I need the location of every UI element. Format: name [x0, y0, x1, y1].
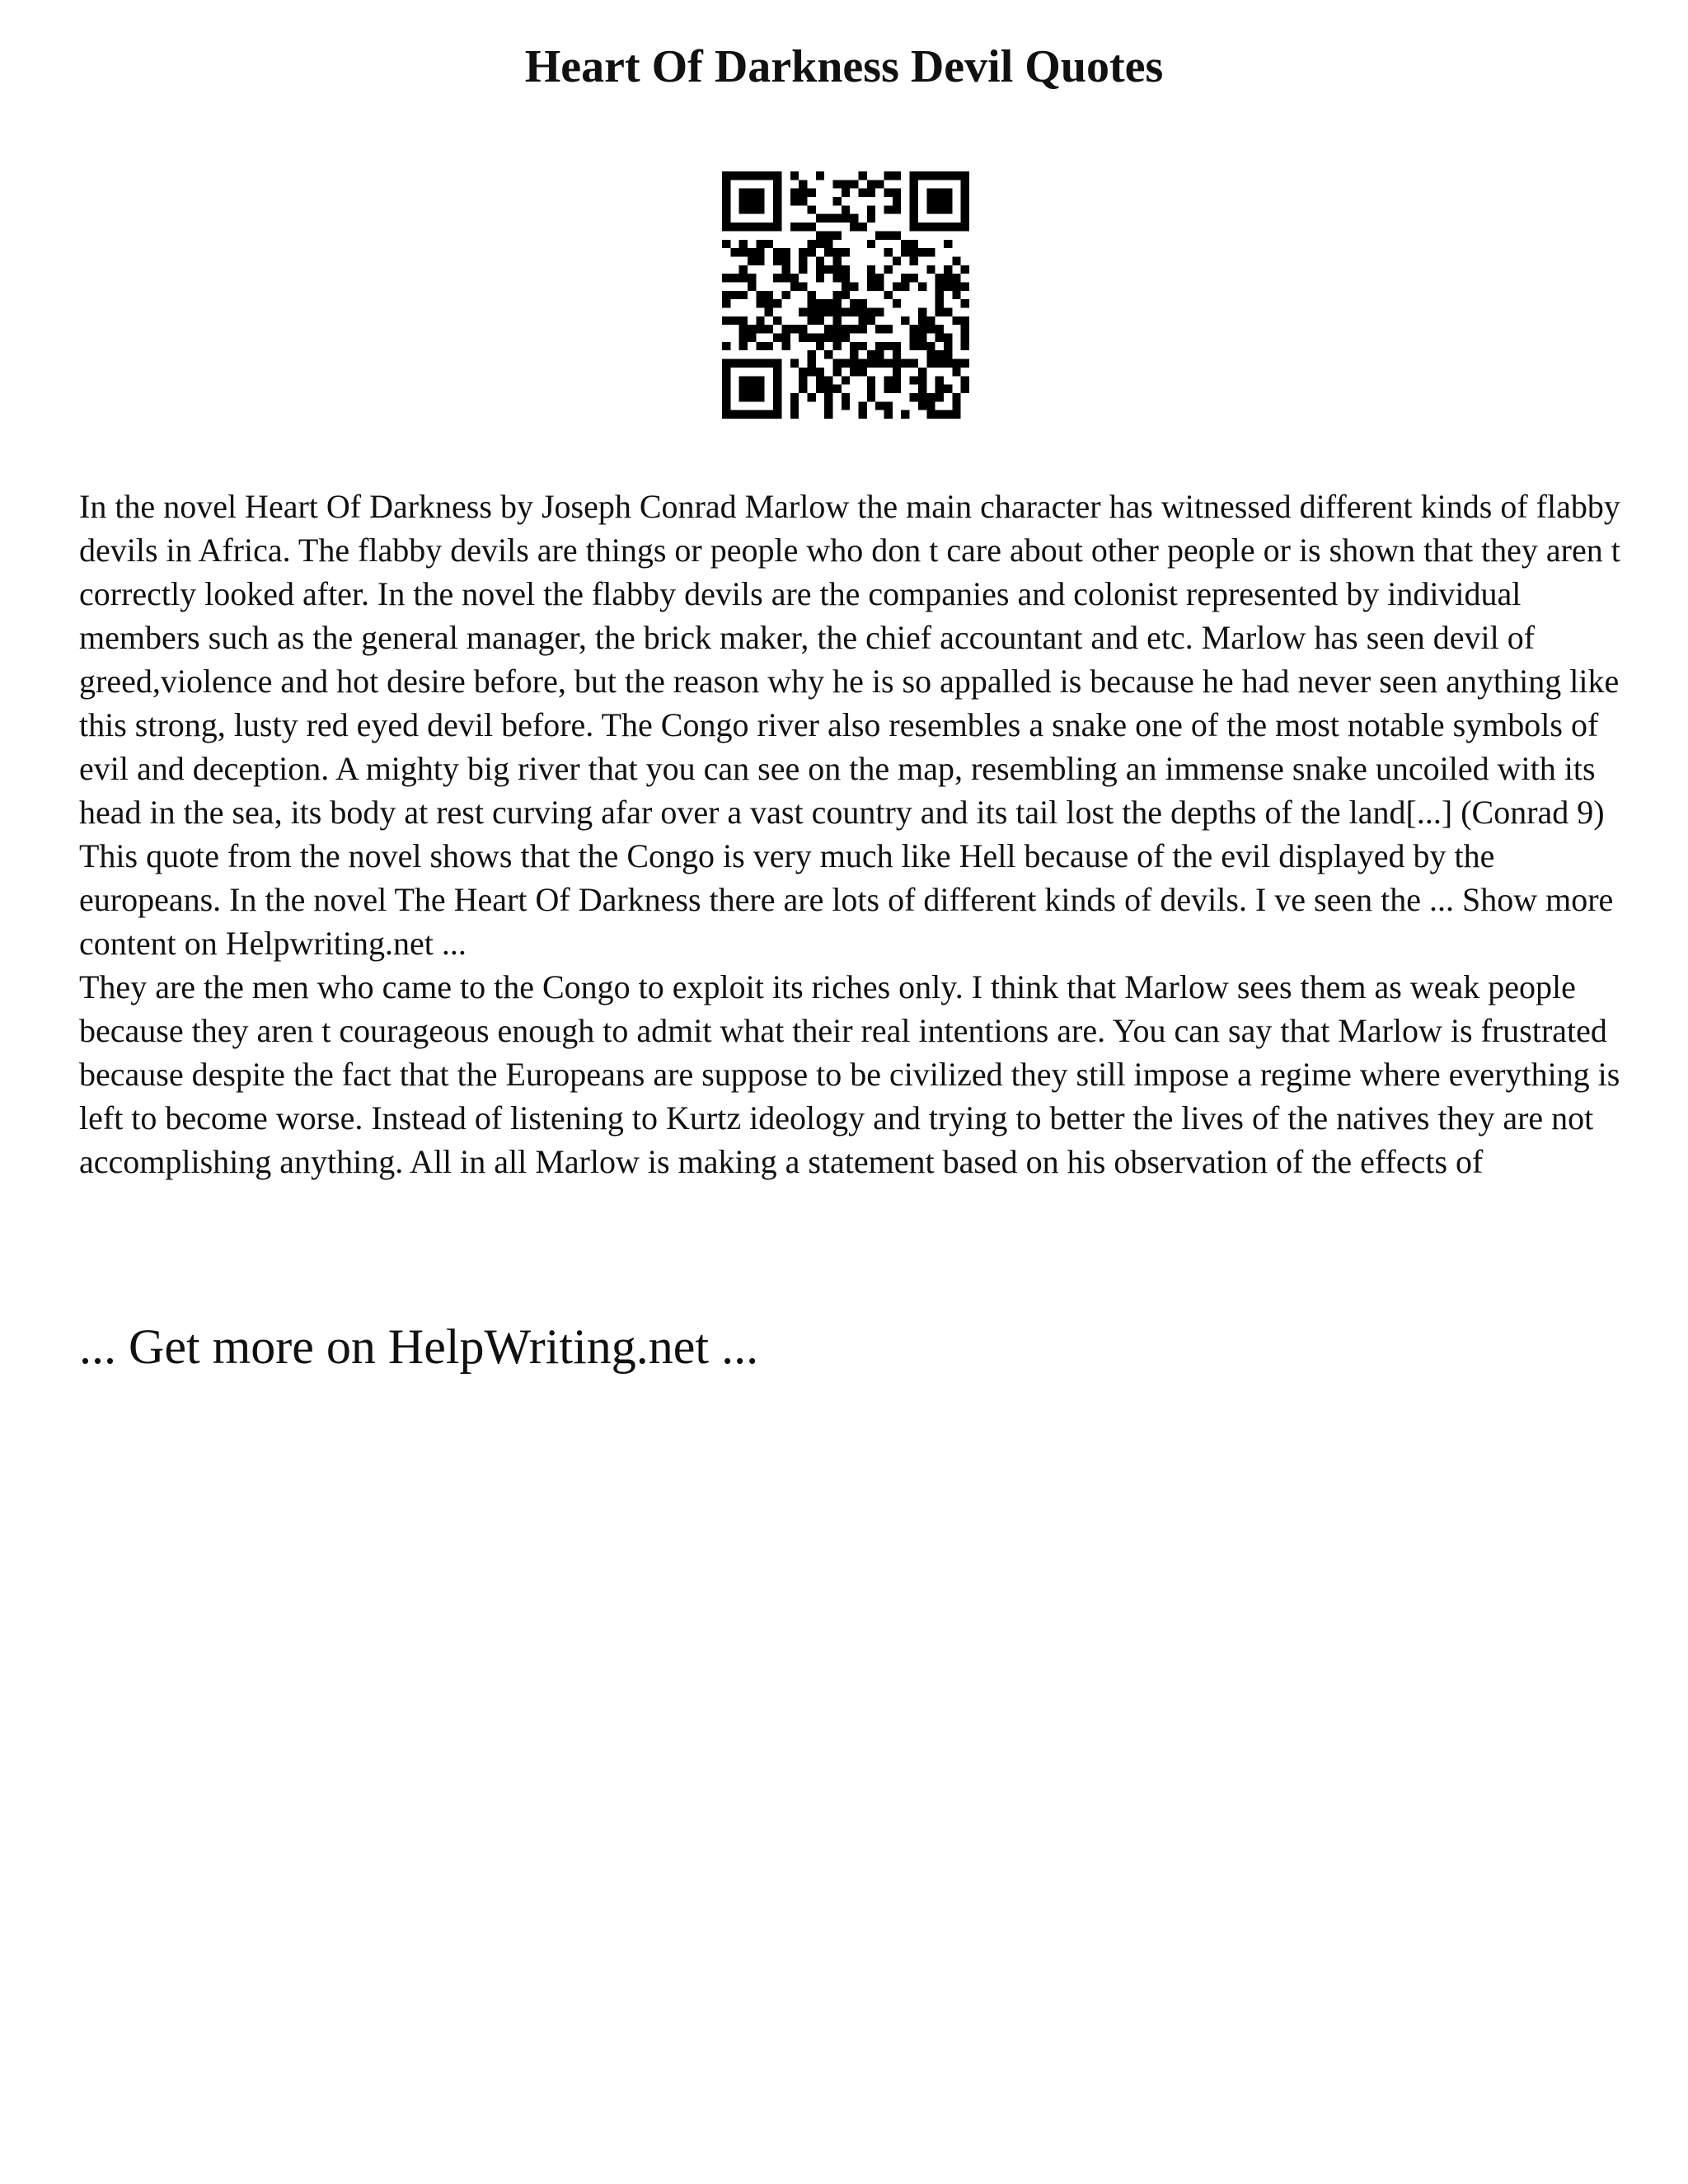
- page-title: Heart Of Darkness Devil Quotes: [524, 41, 1164, 92]
- paragraph-2: They are the men who came to the Congo to exploit its riches only. I think that Marlow sees them as weak people because they aren t courageous enough to admit what their real intentions are. You can say that Marlow is frustrated because despite the fact that the Europeans are suppose to be civilized they still impose a regime where everything is left to become worse. Instead of listening to Kurtz ideology and trying to better the lives of the natives they are not accomplishing anything. All in all Marlow is making a statement based on his observation of the effects of: [79, 968, 1620, 1180]
- qr-code-icon: [722, 171, 969, 419]
- article-body: [79, 485, 1629, 1183]
- get-more-link[interactable]: ... Get more on HelpWriting.net ...: [79, 1319, 759, 1374]
- paragraph-1: In the novel Heart Of Darkness by Joseph Conrad Marlow the main character has witnessed different kinds of flabby devils in Africa. The flabby devils are things or people who don t care about other people or is shown that they aren t correctly looked after. In the novel the flabby devils are the companies and colonist represented by individual members such as the general manager, the brick maker, the chief accountant and etc. Marlow has seen devil of greed,violence and hot desire before, but the reason why he is so appalled is because he had never seen anything like this strong, lusty red eyed devil before. The Congo river also resembles a snake one of the most notable symbols of evil and deception. A mighty big river that you can see on the map, resembling an immense snake uncoiled with its head in the sea, its body at rest curving afar over a vast country and its tail lost the depths of the land[...] (Conrad 9) This quote from the novel shows that the Congo is very much like Hell because of the evil displayed by the europeans. In the novel The Heart Of Darkness there are lots of different kinds of devils. I ve seen the ... Show more content on Helpwriting.net ...: [79, 488, 1620, 962]
